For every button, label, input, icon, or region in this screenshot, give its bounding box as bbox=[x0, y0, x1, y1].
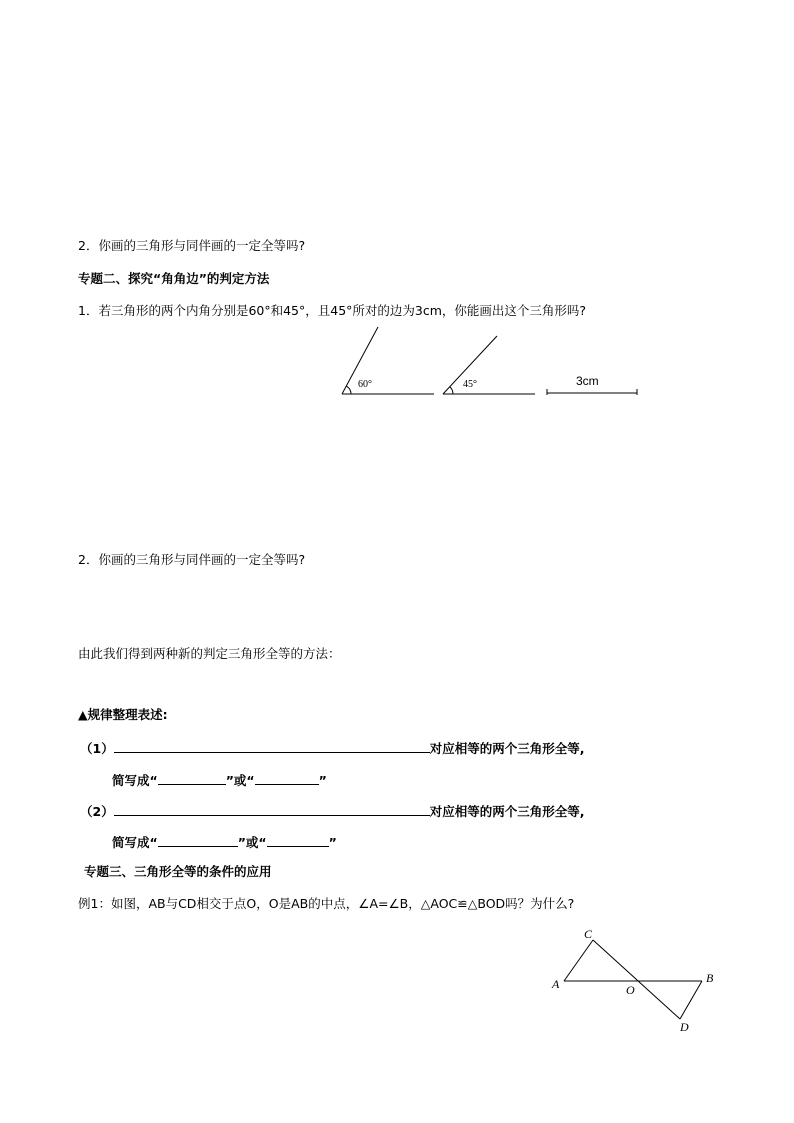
point-d-label: D bbox=[680, 1020, 689, 1034]
rule-1-tail: 对应相等的两个三角形全等, bbox=[429, 741, 585, 756]
rule-title: ▲规律整理表述: bbox=[78, 707, 168, 722]
topic-2-title: 专题二、探究“角角边”的判定方法 bbox=[78, 271, 270, 286]
abbr-2-prefix: 简写成“ bbox=[112, 835, 158, 850]
question-2-second: 2．你画的三角形与同伴画的一定全等吗? bbox=[78, 552, 306, 567]
angle-60-label: 60° bbox=[358, 379, 372, 390]
abbr-1-end: ” bbox=[318, 773, 327, 788]
abbr-2-end: ” bbox=[328, 835, 337, 850]
abbr-1-prefix: 简写成“ bbox=[112, 773, 158, 788]
abbr-1-mid: ”或“ bbox=[225, 773, 255, 788]
rule-2-tail: 对应相等的两个三角形全等, bbox=[429, 804, 585, 819]
point-c-label: C bbox=[584, 927, 593, 941]
triangle-aoc bbox=[564, 940, 632, 981]
example-1: 例1：如图，AB与CD相交于点O，O是AB的中点，∠A=∠B，△AOC≌△BOD吗？为什么? bbox=[78, 896, 575, 911]
triangle-bod bbox=[632, 981, 702, 1019]
point-a-label: A bbox=[552, 977, 560, 991]
question-2-first: 2．你画的三角形与同伴画的一定全等吗? bbox=[78, 238, 306, 253]
segment-cd bbox=[593, 940, 680, 1019]
rule-2-number: （2） bbox=[80, 804, 114, 819]
abbr-2-mid: ”或“ bbox=[237, 835, 267, 850]
question-1: 1．若三角形的两个内角分别是60°和45°，且45°所对的边为3cm，你能画出这个三角形吗? bbox=[78, 303, 587, 318]
conclusion-text: 由此我们得到两种新的判定三角形全等的方法： bbox=[78, 646, 341, 661]
rule-1-number: （1） bbox=[80, 741, 114, 756]
point-o-label: O bbox=[626, 983, 635, 997]
segment-label: 3cm bbox=[576, 374, 599, 388]
angle-45-label: 45° bbox=[463, 379, 477, 390]
topic-3-title: 专题三、三角形全等的条件的应用 bbox=[84, 864, 272, 879]
point-b-label: B bbox=[706, 971, 714, 985]
